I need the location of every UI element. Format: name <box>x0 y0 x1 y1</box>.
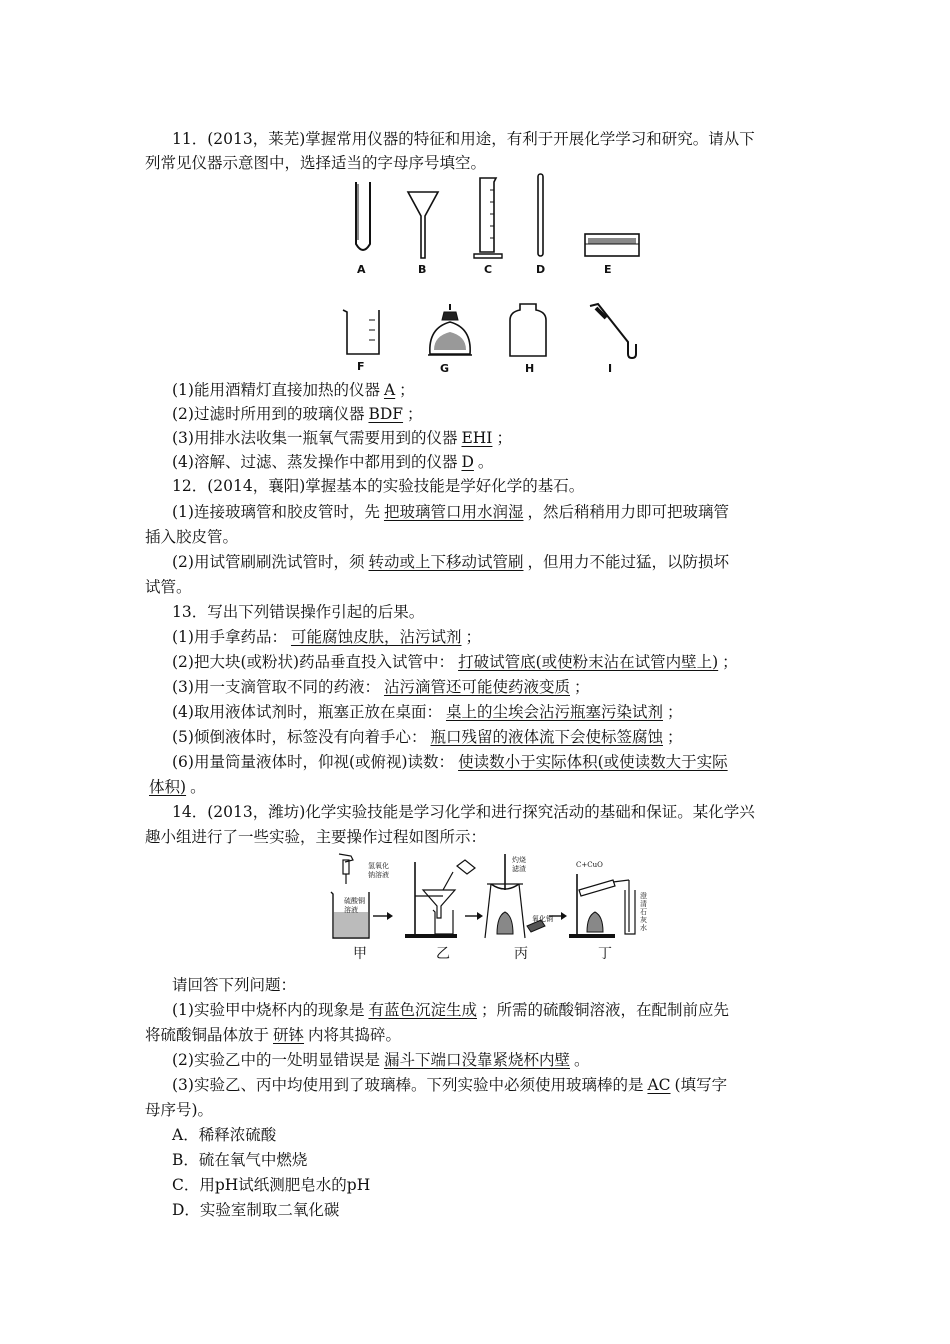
q11-item-2: (2)过滤时所用到的玻璃仪器 BDF ； <box>172 405 423 423</box>
naoh-label-1: 氢氧化 <box>368 862 389 870</box>
burn-label-1: 灼烧 <box>512 856 526 864</box>
q12-item-2-cont: 试管。 <box>145 578 192 596</box>
q14-item-2: (2)实验乙中的一处明显错误是 漏斗下端口没靠紧烧杯内壁 。 <box>172 1051 590 1069</box>
label-c: C <box>484 263 493 276</box>
answer: A <box>383 381 396 399</box>
q12-item-2: (2)用试管刷刷洗试管时，须 转动或上下移动试管刷 ，但用力不能过猛，以防损坏 <box>172 553 729 571</box>
lime-water-label-2: 清 <box>640 900 647 908</box>
answer: 有蓝色沉淀生成 <box>368 1001 477 1019</box>
q13-item-1: (1)用手拿药品： 可能腐蚀皮肤，沾污试剂 ； <box>172 628 481 646</box>
label-a: A <box>357 263 366 276</box>
answer: 研钵 <box>273 1026 305 1044</box>
answer: 漏斗下端口没靠紧烧杯内壁 <box>383 1051 570 1069</box>
funnel-figure <box>405 188 441 260</box>
label-f: F <box>357 360 365 373</box>
c-cuo-label: C+CuO <box>576 861 603 869</box>
answer: 打破试管底(或使粉末沾在试管内壁上) <box>458 653 719 671</box>
label-g: G <box>440 362 450 375</box>
answer: 桌上的尘埃会沾污瓶塞污染试剂 <box>445 703 663 721</box>
beaker-figure <box>341 308 383 358</box>
q14-intro-line1: 14．(2013，潍坊)化学实验技能是学习化学和进行探究活动的基础和保证。某化学兴 <box>172 803 755 821</box>
q13-item-6-cont: 体积) 。 <box>145 775 206 799</box>
answer: 把玻璃管口用水润湿 <box>383 503 524 521</box>
glass-rod-figure <box>535 172 547 260</box>
label-h: H <box>525 362 535 375</box>
naoh-label-2: 钠溶液 <box>368 871 389 879</box>
q11-item-4: (4)溶解、过滤、蒸发操作中都用到的仪器 D 。 <box>172 453 494 471</box>
q11-intro-line2: 列常见仪器示意图中，选择适当的字母序号填空。 <box>145 154 487 172</box>
q13-intro: 13．写出下列错误操作引起的后果。 <box>172 603 425 621</box>
answer: 可能腐蚀皮肤，沾污试剂 <box>290 628 462 646</box>
q11-item-3: (3)用排水法收集一瓶氧气需要用到的仪器 EHI ； <box>172 429 512 447</box>
answer: 瓶口残留的液体流下会使标签腐蚀 <box>430 728 663 746</box>
q14-item-1: (1)实验甲中烧杯内的现象是 有蓝色沉淀生成 ；所需的硫酸铜溶液，在配制前应先 <box>172 1001 729 1019</box>
answer: BDF <box>368 405 404 423</box>
answer: D <box>461 453 474 471</box>
q13-item-2: (2)把大块(或粉状)药品垂直投入试管中： 打破试管底(或使粉末沾在试管内壁上) ； <box>172 653 738 671</box>
q12-intro: 12．(2014，襄阳)掌握基本的实验技能是学好化学的基石。 <box>172 477 585 495</box>
answer: 转动或上下移动试管刷 <box>368 553 524 571</box>
q14-item-1-cont: 将硫酸铜晶体放于 研钵 内将其捣碎。 <box>145 1026 402 1044</box>
q13-item-5: (5)倾倒液体时，标签没有向着手心： 瓶口残留的液体流下会使标签腐蚀 ； <box>172 728 683 746</box>
answer: EHI <box>461 429 493 447</box>
q12-item-1-cont: 插入胶皮管。 <box>145 528 239 546</box>
answer: 体积) <box>149 778 187 796</box>
gas-bottle-figure <box>508 302 548 358</box>
q14-prompt: 请回答下列问题： <box>172 976 297 994</box>
lime-water-label-4: 灰 <box>640 916 647 924</box>
alcohol-lamp-figure <box>424 302 476 360</box>
q14-item-3-cont: 母序号)。 <box>145 1101 214 1119</box>
option-d: D．实验室制取二氧化碳 <box>172 1201 340 1219</box>
label-b: B <box>418 263 427 276</box>
water-trough-figure <box>583 232 641 260</box>
graduated-cylinder-figure <box>472 176 506 262</box>
q12-item-1: (1)连接玻璃管和胶皮管时，先 把玻璃管口用水润湿 ，然后稍稍用力即可把玻璃管 <box>172 503 729 521</box>
answer: 沾污滴管还可能使药液变质 <box>383 678 570 696</box>
lime-water-label-1: 澄 <box>640 892 647 900</box>
q14-intro-line2: 趣小组进行了一些实验，主要操作过程如图所示： <box>145 828 487 846</box>
answer: AC <box>647 1076 671 1094</box>
label-i: I <box>608 362 613 375</box>
lime-water-label-5: 水 <box>640 924 647 932</box>
q13-item-6: (6)用量筒量液体时，仰视(或俯视)读数： 使读数小于实际体积(或使读数大于实际 <box>172 750 732 774</box>
q11-intro-line1: 11．(2013，莱芜)掌握常用仪器的特征和用途，有利于开展化学学习和研究。请从下 <box>172 130 755 148</box>
cuo-label: 氧化铜 <box>532 915 553 923</box>
option-b: B．硫在氧气中燃烧 <box>172 1151 308 1169</box>
burn-label-2: 滤渣 <box>512 865 526 873</box>
q13-item-3: (3)用一支滴管取不同的药液： 沾污滴管还可能使药液变质 ； <box>172 678 590 696</box>
delivery-tube-figure <box>588 302 640 360</box>
cuso4-label-2: 溶液 <box>344 906 358 914</box>
label-e: E <box>604 263 612 276</box>
answer: 使读数小于实际体积(或使读数大于实际 <box>458 753 728 771</box>
figure-label-ding: 丁 <box>598 946 612 962</box>
figure-label-bing: 丙 <box>514 946 528 962</box>
q11-item-1: (1)能用酒精灯直接加热的仪器 A ； <box>172 381 415 399</box>
cuso4-label-1: 硫酸铜 <box>344 897 365 905</box>
figure-label-jia: 甲 <box>353 946 367 962</box>
label-d: D <box>536 263 546 276</box>
option-c: C．用pH试纸测肥皂水的pH <box>172 1176 371 1194</box>
q14-item-3: (3)实验乙、丙中均使用到了玻璃棒。下列实验中必须使用玻璃棒的是 AC (填写字 <box>172 1076 728 1094</box>
test-tube-figure <box>348 180 378 260</box>
figure-label-yi: 乙 <box>436 946 450 962</box>
option-a: A．稀释浓硫酸 <box>172 1126 277 1144</box>
lime-water-label-3: 石 <box>640 908 647 916</box>
q13-item-4: (4)取用液体试剂时，瓶塞正放在桌面： 桌上的尘埃会沾污瓶塞污染试剂 ； <box>172 703 683 721</box>
